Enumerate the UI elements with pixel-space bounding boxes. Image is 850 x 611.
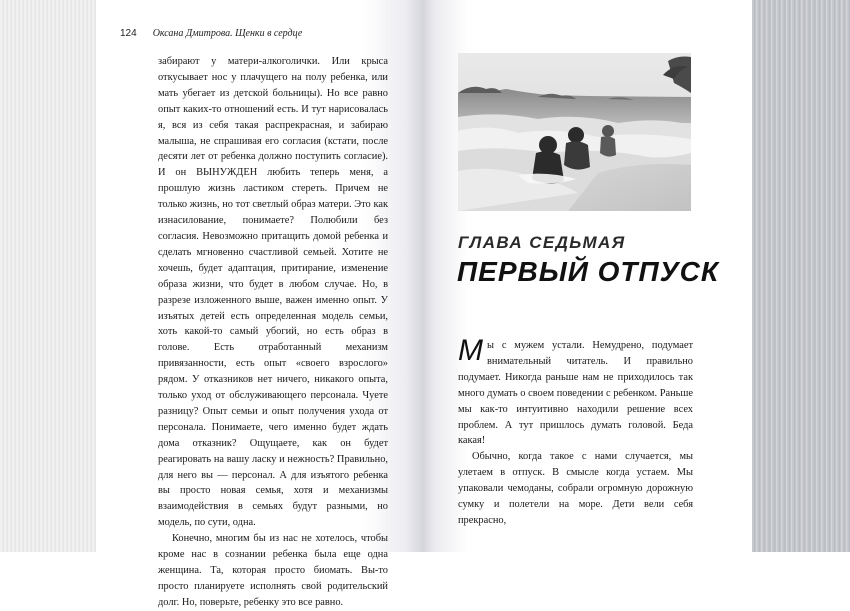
running-title: Оксана Дмитрова. Щенки в сердце bbox=[152, 28, 303, 39]
book-page-edges-left bbox=[0, 0, 96, 552]
paragraph-text: ы с мужем устали. Немудрено, подумает внимательный читатель. И правильно подумает. Никогда раньше нам не приходилось так много думать о своем поведении с ребенком. Раньше мы как-то интуитивно находили решение всех проблем. А тут пришлось думать головой. Беда какая! bbox=[458, 340, 693, 447]
book-page-edges-right bbox=[752, 0, 850, 552]
chapter-title: ПЕРВЫЙ ОТПУСК bbox=[457, 256, 720, 287]
running-head bbox=[120, 28, 380, 39]
paragraph: Конечно, многим бы из нас не хотелось, чтобы кроме нас в сознании ребенка была еще одна женщина. Та, которая просто биомать. Вы-то просто планируете исполнять свой родительский долг. Но, поверьте, ребенку это все равно. bbox=[158, 533, 388, 608]
photo-illustration bbox=[458, 53, 691, 211]
paragraph: забирают у матери-алкоголички. Или крыса откусывает нос у плачущего на полу ребенка, или мать убегает из детской больницы). Но все равно опыт каких-то отношений есть. И тут нарисовалась я, вся из себя такая распрекрасная, и забираю малыша, не спрашивая его согласия (кстати, после десяти лет от ребенка должно поступить согласие). И он ВЫНУЖДЕН любить теперь меня, а прошлую жизнь ластиком стереть. Причем не только жизнь, но тот светлый образ матери. Это как изнасилование, понимаете? Полюбили без согласия. Невозможно притащить домой ребенка и сделать мгновенно счастливой семьей. Хотите не хочешь, будет адаптация, притирание, изменение образа жизни, что будет в любом случае. Но, в разрезе изложенного выше, важен именно опыт. У изъятых детей есть определенная модель семьи, хоть какой-то самый убогий, но есть образ в голове. Есть отработанный механизм привязанности, есть опыт «своего взрослого» рядом. У отказников нет ничего, никакого опыта, только уход от обслуживающего персонала. Чуете разницу? Опыт семьи и опыт получения ухода от персонала. Понимаете, чего именно будет ждать дома отказник? Ощущаете, как он будет реагировать на вашу ласку и нежность? Правильно, для него вы — персонал. А для изъятого ребенка вы просто новая семья, хотя и механизмы взаимодействия в семьях будут разными, но модель, по сути, одна. bbox=[158, 56, 388, 529]
chapter-label: ГЛАВА СЕДЬМАЯ bbox=[458, 233, 626, 252]
beach-children-photo bbox=[458, 53, 691, 211]
paragraph bbox=[458, 334, 693, 449]
page-number: 124 bbox=[120, 28, 137, 39]
drop-cap: М bbox=[458, 334, 483, 367]
paragraph: Обычно, когда такое с нами случается, мы улетаем в отпуск. В смысле когда устаем. Мы упаковали чемоданы, собрали огромную дорожную сумку и полетели на море. Дети вели себя прекрасно, bbox=[458, 451, 693, 526]
right-text-column bbox=[458, 334, 693, 529]
left-text-column bbox=[158, 54, 388, 611]
